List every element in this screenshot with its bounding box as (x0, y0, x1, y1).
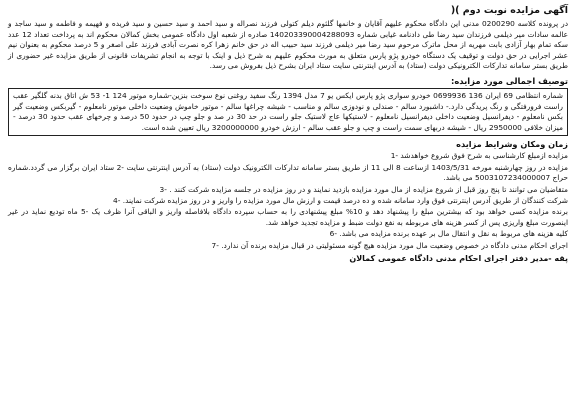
condition-item: شرکت کنندگان از طریق آدرس اینترنتی فوق وارد سامانه شده و ده درصد قیمت و ارزش مال مورد مزایده را واریز و در روز مزایده شرکت نمایند. -4 (113, 195, 568, 205)
condition-item: متقاضیان می توانند تا پنج روز قبل از شروع مزایده از مال مورد مزایده بازدید نمایند و در روز مزایده در جلسه مزایده شرکت کنند . -3 (159, 184, 568, 194)
conditions-list (8, 151, 568, 251)
time-heading: زمان ومکان وشرایط مزایده (456, 139, 568, 150)
notice-title: آگهی مزایده نوبت دوم )( (450, 5, 568, 16)
condition-item: کلیه هزینه های مربوط به نقل و انتقال مال بر عهده برنده مزایده می باشد. -6 (329, 229, 568, 239)
signature: پقه -مدیر دفتر اجرای احکام مدنی دادگاه عمومی کمالان (349, 254, 568, 263)
condition-item: مزایده در روز چهارشنبه مورخه 1403/5/31 ازساعت 8 الی 11 از طریق بستر سامانه تدارکات الکترونیک دولت (ستاد) به آدرس اینترنتی سایت -2 ستاد ایران برگزار می گردد.شماره حراج 5003107234000007 می باشد. (8, 162, 568, 183)
condition-item: مزایده ازمبلغ کارشناسی به شرح فوق شروع خواهدشد -1 (390, 151, 568, 161)
description-heading: توصیف اجمالی مورد مزایده: (450, 75, 568, 86)
description-box: شماره انتظامی 69 ایران 136 0699936 خودرو سواری پژو پارس ایکس یو 7 مدل 1394 رنگ سفید روغنی نوع سوخت بنزین-شماره موتور 124 1- 53 ش اتاق بدنه گلگیر عقب راست فرورفتگی و رنگ پریدگی دارد.- داشبورد سالم - صندلی و نودوزی سالم و مناسب - شیشه چراغها سالم - موتور خاموش وضعیت داخلی موتور نامعلوم - گیربکس وضعیت گیر بکس نامعلوم - دیفرانسیل وضعیت داخلی دیفرانسیل نامعلوم - لاستیکها عاج لاستیک جلو راست در حد 30 در صد و جلو چپ در حدود 50 درصد و چرخهای عقب حدود 30 درصد - میزان خلافی 2950000 ریال - شیشه دربهای سمت راست و چپ و جلو عقب سالم - ارزش خودرو 3200000000 ریال تعیین شده است. (8, 88, 568, 136)
intro-paragraph: در پرونده کلاسه 0200290 مدنی این دادگاه محکوم علیهم آقایان و خانمها گلثوم دیلم کتولی فرزند نصراله و سید احمد و سید حسین و سید فریده و فهیمه و فاطمه و سید ساجد و عالمه سادات میر دیلمی فرزندان سید رضا طی دادنامه غیابی شماره 140203390004288093 صادره از شعبه اول دادگاه عمومی بخش کمالان محکوم اند به پرداخت تعداد 12 عدد سکه تمام بهار آزادی بابت مهریه از محل ماترک مرحوم سید رضا میر دیلمی فرزند سید حبیب اله در حق خانم زهرا کره نصرت آبادی فرزند علی اصغر و 5 درصد محکوم به بعنوان نیم عشر اجرایی در حق دولت و توقیف یک دستگاه خودرو پژو پارس متعلق به مورث محکوم علیهم به شرح ذیل و اینک با توجه به انجام تشریفات قانونی از طریق مزایده غیر حضوری از طریق بستر سامانه تدارکات الکترونیکی دولت (ستاد) به آدرس اینترنتی سایت ستاد ایران بشرح ذیل بفروش می رسد. (8, 19, 568, 71)
condition-item: اجرای احکام مدنی دادگاه در خصوص وضعیت مال مورد مزایده هیچ گونه مسئولیتی در قبال مزایده برنده آن ندارد. -7 (211, 240, 568, 250)
condition-item: برنده مزایده کسی خواهد بود که بیشترین مبلغ را پیشنهاد دهد و 10% مبلغ پیشنهادی را به حساب سپرده دادگاه بلافاصله واریز و الباقی آنرا ظرف یک -5 ماه تودیع نماید در غیر اینصورت مبلغ واریزی پس از کسر هزینه های مربوطه به نفع دولت ضبط و مزایده تجدید خواهد شد. (8, 207, 568, 227)
